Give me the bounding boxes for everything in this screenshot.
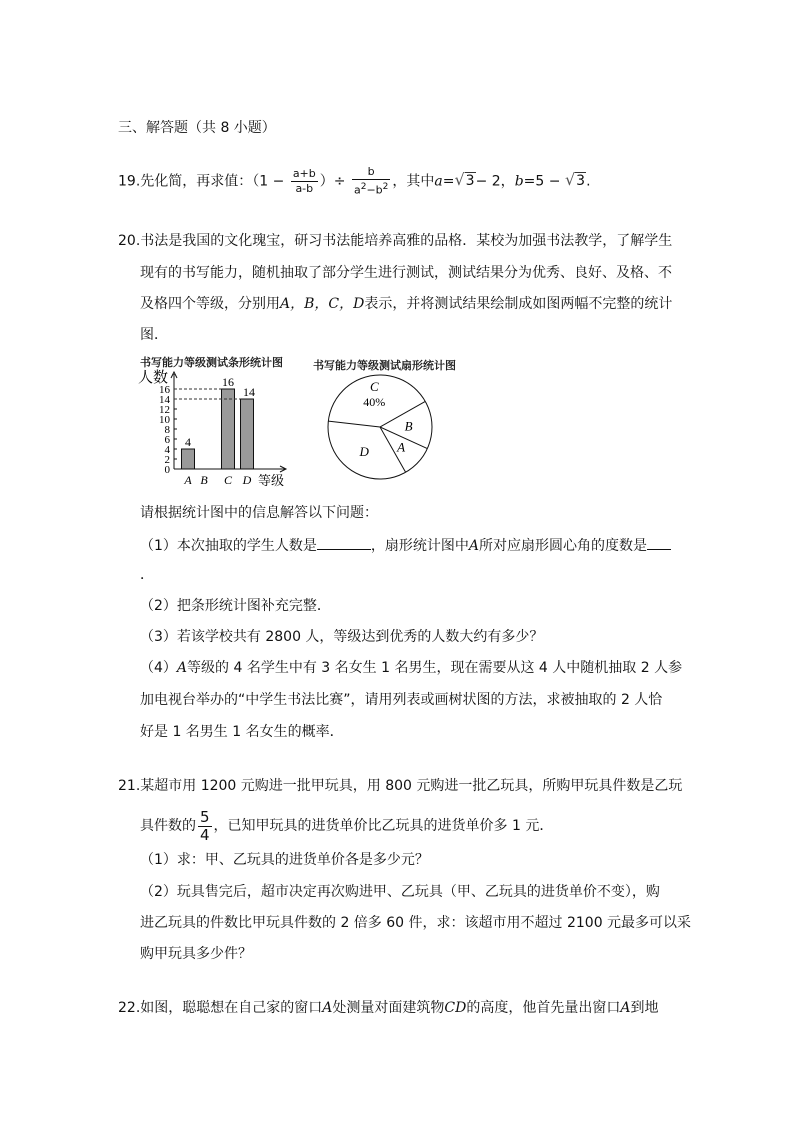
q19-sqrt-1: √3	[454, 170, 475, 190]
bar-chart-ylabel: 人数	[138, 370, 169, 386]
section-header: 三、解答题（共 8 小题）	[118, 120, 276, 136]
q20-sub-4-line-2: 加电视台举办的“中学生书法比赛”，请用列表或画树状图的方法，求被抽取的 2 人恰	[140, 692, 663, 708]
bar-chart-ytick: 2	[164, 454, 170, 466]
q19-sqrt-2: √3	[564, 170, 586, 190]
q19-f2-numerator: b	[352, 165, 390, 180]
bar-A	[182, 449, 195, 469]
q19-f1-numerator: a+b	[292, 166, 316, 180]
bar-chart-xtick: C	[223, 473, 233, 487]
q19-a-tail: − 2，	[475, 173, 515, 190]
bar-chart-title: 书写能力等级测试条形统计图	[140, 356, 283, 369]
bar-chart-ytick: 6	[164, 434, 170, 446]
q19-where: ，其中	[392, 173, 435, 190]
q21-line-1: 21.某超市用 1200 元购进一批甲玩具，用 800 元购进一批乙玩具，所购甲玩具件数是乙玩	[118, 778, 683, 794]
bar-chart-xtick: B	[200, 473, 208, 487]
q20-line-3: 及格四个等级，分别用A，B，C，D表示，并将测试结果绘制成如图两幅不完整的统计	[140, 296, 673, 312]
pie-label-B: B	[404, 418, 413, 434]
pie-chart-title: 书写能力等级测试扇形统计图	[313, 359, 456, 372]
q20-sub-4-line-1: （4）A等级的 4 名学生中有 3 名女生 1 名男生，现在需要从这 4 人中随机抽取 2 人参	[140, 660, 683, 676]
pie-label-D: D	[359, 443, 369, 459]
q19-f1-denominator: a-b	[295, 181, 314, 195]
q19-fraction-1	[291, 167, 318, 196]
bar-chart-xtick: A	[184, 473, 192, 487]
bar-label-A: 4	[185, 435, 191, 449]
question-19: 19.先化简，再求值：（1 − $\frac{a+b}{a-b}$ ）÷ $\frac{b}{a^2-b^2}$ ，其中a=√3− 2，b=5 − √3.	[118, 165, 591, 197]
bar-chart-ytick: 16	[159, 384, 170, 396]
answer-blank-2[interactable]	[647, 535, 671, 550]
bar-chart	[138, 368, 298, 492]
q19-intro: 先化简，再求值：	[140, 173, 253, 190]
bar-chart-ytick: 12	[159, 404, 170, 416]
q22-line-1: 22.如图，聪聪想在自己家的窗口A处测量对面建筑物CD的高度，他首先量出窗口A到地	[118, 1000, 659, 1016]
q21-fraction: $\frac{5}{4}$	[200, 807, 210, 844]
bar-label-D: 14	[243, 385, 255, 399]
q20-sub-2: （2）把条形统计图补充完整．	[140, 598, 331, 614]
q19-var-b: b	[514, 173, 524, 190]
q19-number: 19.	[118, 173, 141, 190]
bar-chart-xtick: D	[242, 473, 252, 487]
bar-chart-ytick: 8	[164, 424, 170, 436]
q19-open: （1 −	[252, 173, 285, 190]
pie-label-A: A	[397, 439, 406, 455]
q21-sub-2-line-3: 购甲玩具多少件？	[140, 946, 252, 962]
q20-prompt: 请根据统计图中的信息解答以下问题：	[140, 505, 378, 521]
pie-label-C: C	[369, 378, 379, 394]
q20-level-vars: A，B，C，D	[280, 296, 365, 312]
bar-chart-ytick: 14	[159, 394, 170, 406]
q21-sub-2-line-2: 进乙玩具的件数比甲玩具件数的 2 倍多 60 件，求：该超市用不超过 2100 元最多可以采	[140, 915, 692, 931]
bar-D	[241, 399, 254, 469]
q19-close-div: ）÷	[319, 173, 346, 190]
bar-label-C: 16	[222, 375, 234, 389]
q20-line-1: 20.书法是我国的文化瑰宝，研习书法能培养高雅的品格．某校为加强书法教学，了解学生	[118, 233, 673, 249]
q20-sub-3: （3）若该学校共有 2800 人，等级达到优秀的人数大约有多少？	[140, 629, 544, 645]
q21-sub-1: （1）求：甲、乙玩具的进货单价各是多少元？	[140, 852, 429, 868]
bar-chart-xlabel: 等级	[258, 473, 285, 488]
bar-chart-ytick: 10	[159, 414, 170, 426]
q20-line-4: 图．	[140, 327, 168, 343]
q20-sub-1-end: ．	[140, 567, 154, 583]
q19-var-a: a	[434, 173, 443, 190]
pie-percent-C: 40%	[363, 394, 386, 409]
q20-sub-1: （1）本次抽取的学生人数是 ，扇形统计图中A所对应扇形圆心角的度数是	[140, 535, 671, 556]
pie-chart	[323, 372, 439, 482]
q19-f2-denominator: $a^2-b^2$	[353, 182, 389, 197]
q20-sub-4-line-3: 好是 1 名男生 1 名女生的概率．	[140, 724, 344, 740]
bar-chart-ytick: 0	[164, 464, 170, 476]
q20-line-2: 现有的书写能力，随机抽取了部分学生进行测试，测试结果分为优秀、良好、及格、不	[140, 265, 672, 281]
answer-blank-1[interactable]	[317, 535, 371, 550]
q19-fraction-2	[352, 165, 390, 198]
q21-sub-2-line-1: （2）玩具售完后，超市决定再次购进甲、乙玩具（甲、乙玩具的进货单价不变），购	[140, 884, 660, 900]
bar-chart-ytick: 4	[164, 444, 170, 456]
bar-C	[222, 389, 235, 469]
q21-line-2: 具件数的 $\frac{5}{4}$ ，已知甲玩具的进货单价比乙玩具的进货单价多 1 元．	[140, 807, 554, 844]
